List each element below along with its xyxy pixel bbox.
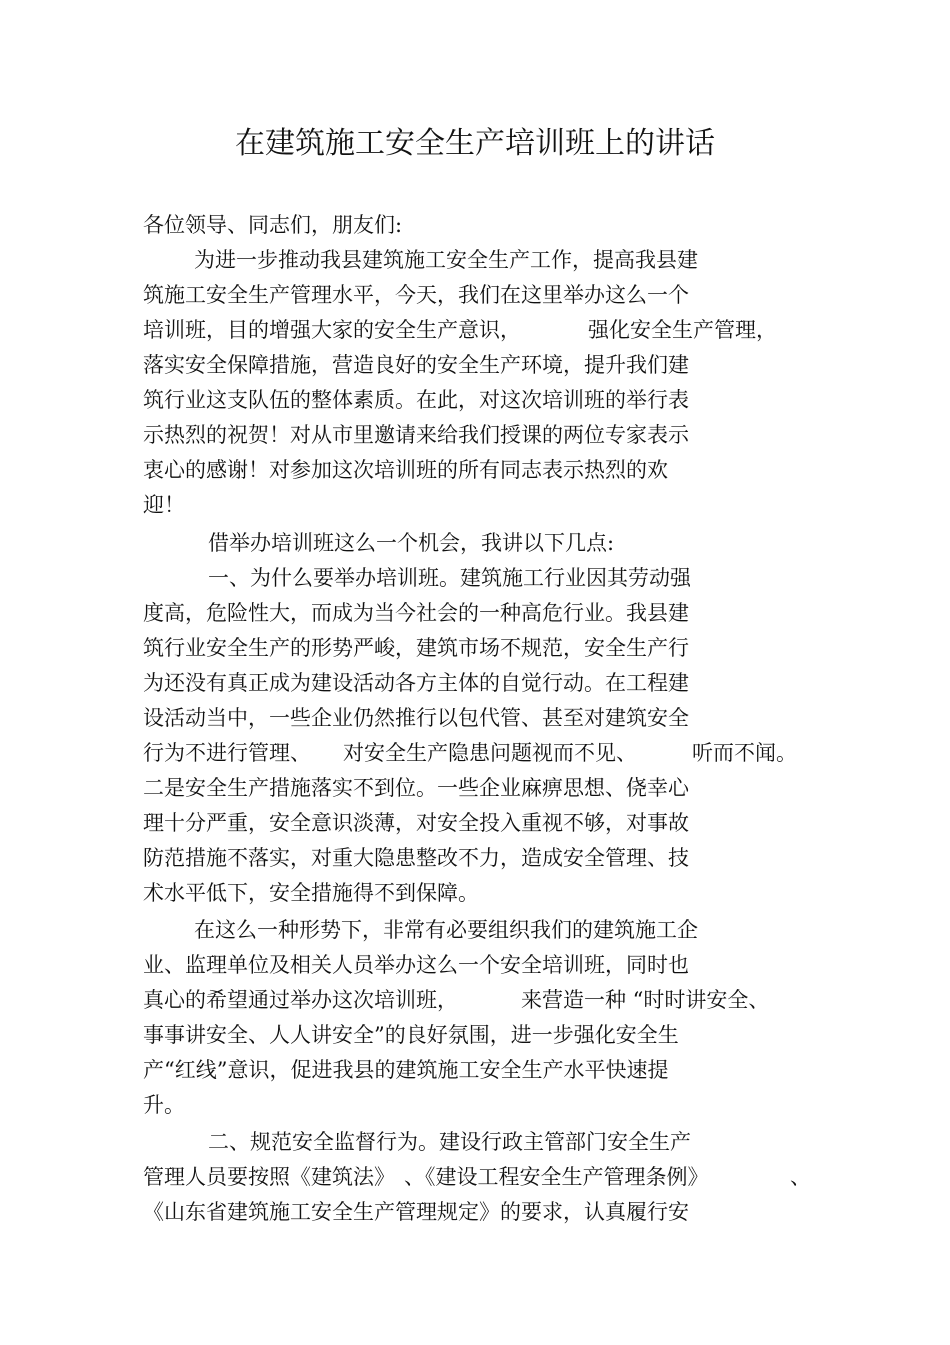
paragraph-line: 真心的希望通过举办这次培训班， — [143, 988, 458, 1012]
paragraph-line: 为还没有真正成为建设活动各方主体的自觉行动。在工程建 — [143, 671, 689, 695]
paragraph-line: 筑行业这支队伍的整体素质。在此，对这次培训班的举行表 — [143, 388, 689, 412]
paragraph-line: 强化安全生产管理， — [588, 318, 777, 342]
paragraph-line: 在这么一种形势下，非常有必要组织我们的建筑施工企 — [194, 918, 698, 942]
paragraph-line: 一、为什么要举办培训班。建筑施工行业因其劳动强 — [208, 566, 691, 590]
paragraph-line: 设活动当中，一些企业仍然推行以包代管、甚至对建筑安全 — [143, 706, 689, 730]
paragraph-line: 示热烈的祝贺！对从市里邀请来给我们授课的两位专家表示 — [143, 423, 689, 447]
paragraph-line: 业、监理单位及相关人员举办这么一个安全培训班，同时也 — [143, 953, 689, 977]
paragraph-line: 事事讲安全、人人讲安全”的良好氛围，进一步强化安全生 — [143, 1023, 679, 1047]
paragraph-line: 管理人员要按照《建筑法》 — [143, 1165, 395, 1189]
paragraph-line: 度高，危险性大，而成为当今社会的一种高危行业。我县建 — [143, 601, 689, 625]
paragraph-line: 升。 — [143, 1093, 185, 1117]
paragraph-line: 术水平低下，安全措施得不到保障。 — [143, 881, 479, 905]
paragraph-line: 各位领导、同志们，朋友们: — [143, 213, 403, 237]
paragraph-line: 二是安全生产措施落实不到位。一些企业麻痹思想、侥幸心 — [143, 776, 689, 800]
paragraph-line: 对安全生产隐患问题视而不见、 — [343, 741, 637, 765]
paragraph-line: 理十分严重，安全意识淡薄，对安全投入重视不够，对事故 — [143, 811, 689, 835]
paragraph-line: 、《建设工程安全生产管理条例》 — [404, 1165, 709, 1189]
paragraph-line: 培训班，目的增强大家的安全生产意识， — [143, 318, 521, 342]
paragraph-line: 、 — [790, 1165, 811, 1189]
paragraph-line: 落实安全保障措施，营造良好的安全生产环境，提升我们建 — [143, 353, 689, 377]
paragraph-line: 听而不闻。 — [692, 741, 797, 765]
paragraph-line: 迎！ — [143, 493, 185, 517]
paragraph-line: 为进一步推动我县建筑施工安全生产工作，提高我县建 — [194, 248, 698, 272]
paragraph-line: 筑施工安全生产管理水平，今天，我们在这里举办这么一个 — [143, 283, 689, 307]
paragraph-line: 来营造一种 “时时讲安全、 — [521, 988, 770, 1012]
paragraph-line: 衷心的感谢！对参加这次培训班的所有同志表示热烈的欢 — [143, 458, 668, 482]
paragraph-line: 借举办培训班这么一个机会，我讲以下几点: — [208, 531, 615, 555]
paragraph-line: 二、规范安全监督行为。建设行政主管部门安全生产 — [208, 1130, 691, 1154]
document-title: 在建筑施工安全生产培训班上的讲话 — [235, 126, 715, 161]
paragraph-line: 防范措施不落实，对重大隐患整改不力，造成安全管理、技 — [143, 846, 689, 870]
paragraph-line: 行为不进行管理、 — [143, 741, 311, 765]
paragraph-line: 筑行业安全生产的形势严峻，建筑市场不规范，安全生产行 — [143, 636, 689, 660]
paragraph-line: 《山东省建筑施工安全生产管理规定》的要求，认真履行安 — [143, 1200, 689, 1224]
paragraph-line: 产“红线”意识，促进我县的建筑施工安全生产水平快速提 — [143, 1058, 669, 1082]
